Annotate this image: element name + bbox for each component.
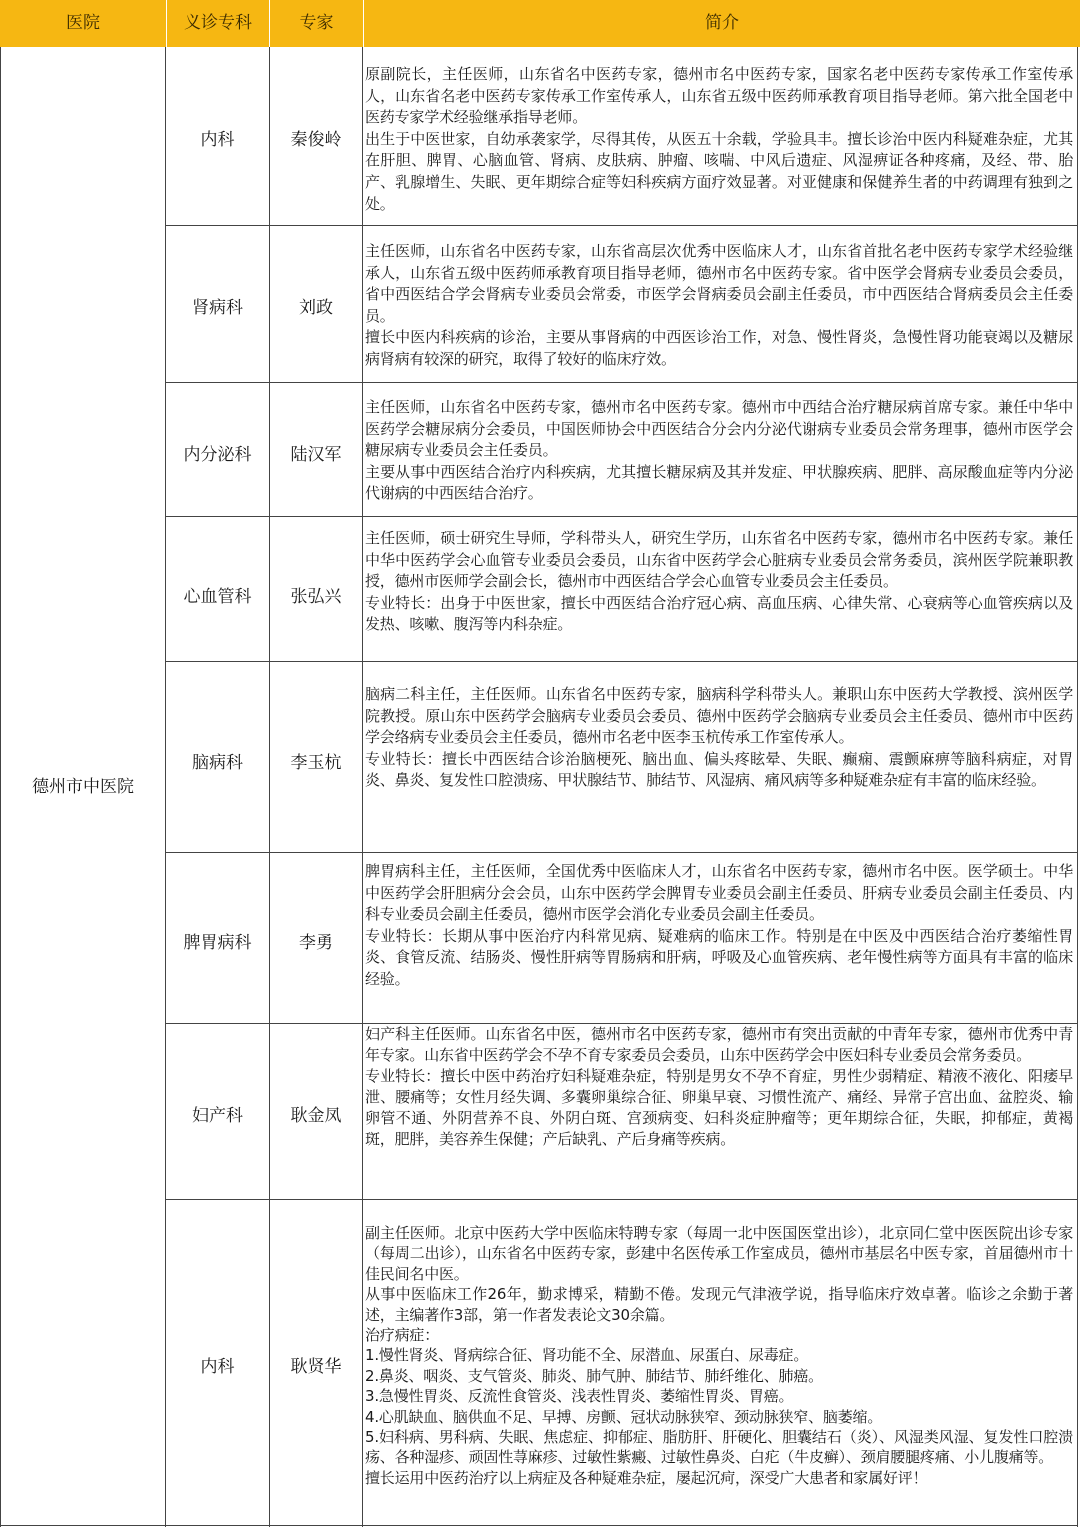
intro-paragraph: 1.慢性肾炎、肾病综合征、肾功能不全、尿潜血、尿蛋白、尿毒症。 bbox=[365, 1346, 809, 1365]
table-header bbox=[0, 0, 1080, 47]
expert-name: 耿金凤 bbox=[290, 1106, 342, 1126]
expert-intro bbox=[365, 64, 1073, 215]
intro-paragraph: 专业特长：擅长中医中药治疗妇科疑难杂症，特别是男女不孕不育症，男性少弱精症、精液不液化、阳痿早泄、腰痛等；女性月经失调、多囊卵巢综合征、卵巢早衰、习惯性流产、痛经、异常子宫出血、盆腔炎、输卵管不通、外阴营养不良、外阴白斑、宫颈病变、妇科炎症肿瘤等；更年期综合征，失眠，抑郁症，黄褐斑，肥胖，美容养生保健；产后缺乳、产后身痛等疾病。 bbox=[365, 1067, 1073, 1148]
intro-paragraph: 脑病二科主任，主任医师。山东省名中医药专家，脑病科学科带头人。兼职山东中医药大学教授、滨州医学院教授。原山东中医药学会脑病专业委员会委员、德州中医药学会脑病专业委员会主任委员、德州市中医药学会络病专业委员会主任委员，德州市名老中医李玉杭传承工作室传承人。 bbox=[365, 685, 1073, 747]
intro-paragraph: 3.急慢性胃炎、反流性食管炎、浅表性胃炎、萎缩性胃炎、胃癌。 bbox=[365, 1387, 794, 1406]
expert-intro bbox=[365, 528, 1073, 636]
dept-name: 心血管科 bbox=[183, 587, 252, 607]
header-expert: 专家 bbox=[299, 13, 334, 33]
table-row bbox=[166, 226, 1080, 382]
intro-paragraph: 专业特长：出身于中医世家，擅长中西医结合治疗冠心病、高血压病、心律失常、心衰病等心血管疾病以及发热、咳嗽、腹泻等内科杂症。 bbox=[365, 593, 1073, 634]
dept-name: 脑病科 bbox=[192, 753, 243, 773]
intro-paragraph: 出生于中医世家，自幼承袭家学，尽得其传，从医五十余载，学验具丰。擅长诊治中医内科疑难杂症，尤其在肝胆、脾胃、心脑血管、肾病、皮肤病、肿瘤、咳喘、中风后遗症、风湿痹证各种疼痛，及经、带、胎产、乳腺增生、失眠、更年期综合症等妇科疾病方面疗效显著。对亚健康和保健养生者的中药调理有独到之处。 bbox=[365, 129, 1073, 213]
dept-name: 内科 bbox=[200, 1357, 235, 1377]
expert-name: 陆汉军 bbox=[290, 445, 342, 465]
table-border-bottom bbox=[0, 1525, 1078, 1526]
dept-name: 妇产科 bbox=[192, 1106, 243, 1126]
header-intro: 简介 bbox=[705, 13, 739, 33]
table-row bbox=[166, 47, 1080, 225]
expert-name: 秦俊岭 bbox=[290, 130, 342, 150]
intro-paragraph: 专业特长：长期从事中医治疗内科常见病、疑难病的临床工作。特别是在中医及中西医结合治疗萎缩性胃炎、食管反流、结肠炎、慢性肝病等胃肠病和肝病，呼吸及心血管疾病、老年慢性病等方面具有丰富的临床经验。 bbox=[365, 926, 1073, 988]
expert-table bbox=[0, 47, 1080, 1527]
dept-name: 肾病科 bbox=[192, 298, 243, 318]
intro-paragraph: 原副院长，主任医师，山东省名中医药专家，德州市名中医药专家，国家名老中医药专家传承工作室传承人，山东省名老中医药专家传承工作室传承人，山东省五级中医药师承教育项目指导老师。第六批全国老中医药专家学术经验继承指导老师。 bbox=[365, 65, 1073, 127]
intro-paragraph: 主任医师，山东省名中医药专家，山东省高层次优秀中医临床人才，山东省首批名老中医药专家学术经验继承人，山东省五级中医药师承教育项目指导老师，德州市名中医药专家。省中医学会肾病专业委员会委员，省中西医结合学会肾病专业委员会常委，市医学会肾病委员会副主任委员，市中西医结合肾病委员会主任委员。 bbox=[365, 242, 1073, 325]
intro-paragraph: 擅长运用中医药治疗以上病症及各种疑难杂症，屡起沉疴，深受广大患者和家属好评！ bbox=[365, 1468, 928, 1487]
intro-paragraph: 主任医师，硕士研究生导师，学科带头人，研究生学历，山东省名中医药专家，德州市名中医药专家。兼任中华中医药学会心血管专业委员会委员，山东省中医药学会心脏病专业委员会常务委员，滨州医学院兼职教授，德州市医师学会副会长，德州市中西医结合学会心血管专业委员会主任委员。 bbox=[365, 529, 1073, 591]
table-row bbox=[166, 1024, 1080, 1199]
expert-name: 张弘兴 bbox=[290, 587, 342, 607]
intro-paragraph: 主任医师，山东省名中医药专家，德州市名中医药专家。德州市中西结合治疗糖尿病首席专家。兼任中华中医药学会糖尿病分会委员，中国医师协会中西医结合分会内分泌代谢病专业委员会常务理事，德州市医学会糖尿病专业委员会主任委员。 bbox=[365, 398, 1073, 460]
table-row bbox=[166, 517, 1080, 661]
expert-intro bbox=[365, 684, 1073, 792]
dept-name: 内分泌科 bbox=[183, 445, 252, 465]
hospital-name: 德州市中医院 bbox=[32, 777, 134, 797]
intro-paragraph: 专业特长：擅长中西医结合诊治脑梗死、脑出血、偏头疼眩晕、失眠、癫痫、震颤麻痹等脑科病症，对胃炎、鼻炎、复发性口腔溃疡、甲状腺结节、肺结节、风湿病、痛风病等多种疑难杂症有丰富的临床经验。 bbox=[365, 749, 1073, 790]
expert-intro bbox=[365, 1024, 1073, 1150]
dept-name: 脾胃病科 bbox=[183, 933, 252, 953]
expert-intro bbox=[365, 397, 1073, 505]
expert-name: 刘政 bbox=[299, 298, 333, 318]
table-row bbox=[166, 853, 1080, 1023]
expert-intro bbox=[365, 241, 1073, 371]
header-hospital: 医院 bbox=[66, 13, 100, 33]
intro-paragraph: 5.妇科病、男科病、失眠、焦虑症、抑郁症、脂肪肝、肝硬化、胆囊结石（炎）、风湿类风湿、复发性口腔溃疡、各种湿疹、顽固性荨麻疹、过敏性紫癜、过敏性鼻炎、白疕（牛皮癣）、颈肩腰腿疼痛、小儿腹痛等。 bbox=[365, 1428, 1073, 1467]
intro-paragraph: 2.鼻炎、咽炎、支气管炎、肺炎、肺气肿、肺结节、肺纤维化、肺癌。 bbox=[365, 1366, 823, 1385]
table-row bbox=[166, 1200, 1080, 1525]
expert-name: 李玉杭 bbox=[290, 753, 342, 773]
intro-paragraph: 妇产科主任医师。山东省名中医，德州市名中医药专家，德州市有突出贡献的中青年专家，德州市优秀中青年专家。山东省中医药学会不孕不育专家委员会委员，山东中医药学会中医妇科专业委员会常务委员。 bbox=[365, 1025, 1073, 1064]
intro-paragraph: 治疗病症： bbox=[365, 1326, 440, 1345]
expert-name: 耿贤华 bbox=[290, 1357, 342, 1377]
intro-paragraph: 副主任医师。北京中医药大学中医临床特聘专家（每周一北中医国医堂出诊），北京同仁堂中医医院出诊专家（每周二出诊），山东省名中医药专家，彭建中名医传承工作室成员，德州市基层名中医专家，首届德州市十佳民间名中医。 bbox=[365, 1224, 1073, 1283]
intro-paragraph: 从事中医临床工作26年，勤求博采，精勤不倦。发现元气津液学说，指导临床疗效卓著。临诊之余勤于著述，主编著作3部，第一作者发表论文30余篇。 bbox=[365, 1285, 1073, 1324]
header-dept: 义诊专科 bbox=[184, 13, 252, 33]
intro-paragraph: 4.心肌缺血、脑供血不足、早搏、房颤、冠状动脉狭窄、颈动脉狭窄、脑萎缩。 bbox=[365, 1407, 883, 1426]
table-row bbox=[166, 383, 1080, 516]
dept-name: 内科 bbox=[200, 130, 235, 150]
table-row bbox=[166, 662, 1080, 852]
intro-paragraph: 擅长中医内科疾病的诊治，主要从事肾病的中西医诊治工作，对急、慢性肾炎，急慢性肾功能衰竭以及糖尿病肾病有较深的研究，取得了较好的临床疗效。 bbox=[365, 328, 1073, 368]
expert-name: 李勇 bbox=[299, 933, 333, 953]
expert-intro bbox=[365, 1223, 1073, 1488]
intro-paragraph: 脾胃病科主任，主任医师，全国优秀中医临床人才，山东省名中医药专家，德州市名中医。医学硕士。中华中医药学会肝胆病分会会员，山东中医药学会脾胃专业委员会副主任委员、肝病专业委员会副主任委员、内科专业委员会副主任委员，德州市医学会消化专业委员会副主任委员。 bbox=[365, 862, 1073, 924]
intro-paragraph: 主要从事中西医结合治疗内科疾病，尤其擅长糖尿病及其并发症、甲状腺疾病、肥胖、高尿酸血症等内分泌代谢病的中西医结合治疗。 bbox=[365, 462, 1073, 503]
expert-intro bbox=[365, 861, 1073, 991]
